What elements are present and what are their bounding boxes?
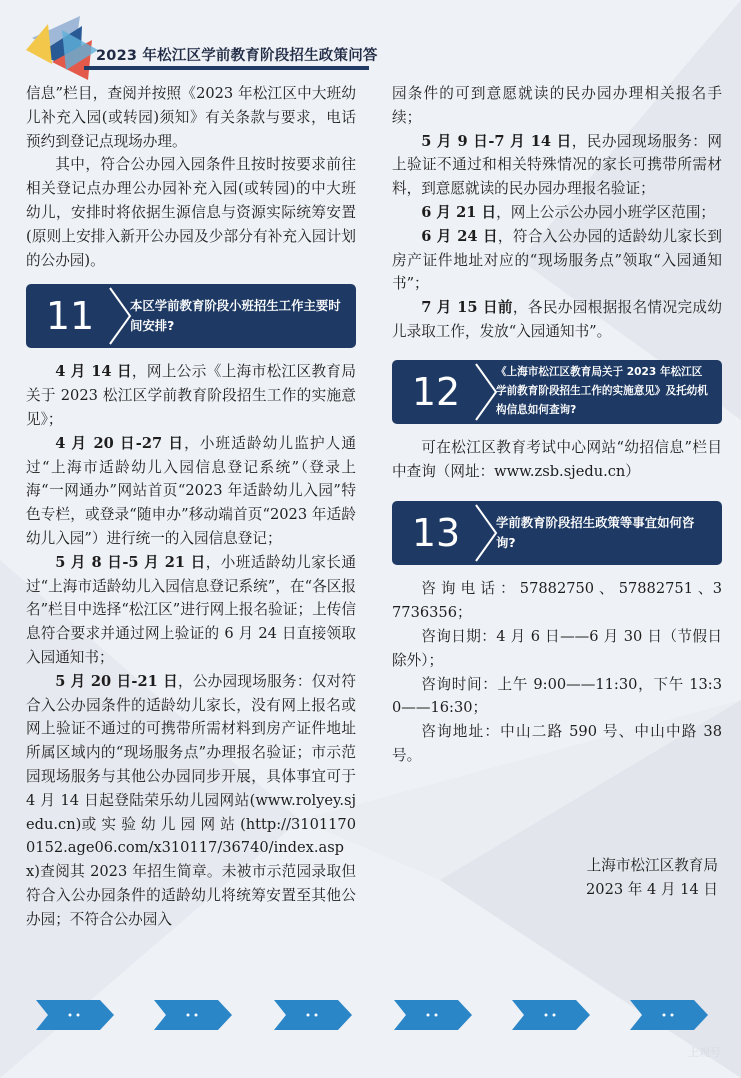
schedule-date: 6 月 21 日 — [421, 203, 497, 221]
schedule-item — [26, 551, 356, 670]
question-text: 本区学前教育阶段小班招生工作主要时间安排? — [130, 298, 341, 334]
question-text: 《上海市松江区教育局关于 2023 年松江区学前教育阶段招生工作的实施意见》及托幼机构信息如何查询? — [496, 366, 708, 417]
question-banner-11 — [26, 284, 356, 348]
schedule-item — [26, 670, 356, 932]
signature-date: 2023 年 4 月 14 日 — [586, 880, 718, 898]
schedule-date: 5 月 20 日-21 日 — [55, 672, 178, 690]
schedule-text: ，各民办园根据报名情况完成幼儿录取工作，发放“入园通知书”。 — [392, 299, 722, 340]
question-banner-13 — [392, 501, 722, 565]
arrow-right-icon — [630, 1000, 708, 1030]
contact-address: 咨询地址：中山二路 590 号、中山中路 38 号。 — [392, 723, 722, 764]
right-column — [392, 82, 722, 901]
schedule-date: 5 月 9 日-7 月 14 日 — [421, 132, 572, 150]
page-header — [0, 0, 741, 80]
schedule-date: 6 月 24 日 — [421, 227, 498, 245]
schedule-text: ，小班适龄幼儿家长通过“上海市适龄幼儿入园信息登记系统”，在“各区报名”栏目中选择“松江区”进行网上报名验证；上传信息符合要求并通过网上验证的 6 月 24 日直接领取入园通知书； — [26, 553, 356, 666]
schedule-text: ，小班适龄幼儿监护人通过“上海市适龄幼儿入园信息登记系统”（登录上海“一网通办”网站首页“2023 年适龄幼儿入园”特色专栏，或登录“随申办”移动端首页“2023 年适龄幼儿入园”）进行统一的入园信息登记； — [26, 434, 356, 547]
footer-arrows — [0, 1000, 741, 1036]
schedule-text: ，网上公示《上海市松江区教育局关于 2023 松江区学前教育阶段招生工作的实施意见》； — [26, 363, 356, 428]
watermark: 上观号 — [688, 1046, 721, 1059]
schedule-date: 5 月 8 日-5 月 21 日 — [55, 553, 206, 571]
schedule-item — [392, 296, 722, 344]
question-banner-12 — [392, 360, 722, 424]
schedule-text: ，网上公示公办园小班学区范围； — [496, 203, 716, 221]
schedule-item — [392, 201, 722, 225]
arrow-right-icon — [36, 1000, 114, 1030]
question-number: 13 — [411, 511, 461, 556]
left-column — [26, 82, 356, 932]
header-rule — [84, 66, 369, 70]
arrow-right-icon — [512, 1000, 590, 1030]
schedule-item — [26, 360, 356, 431]
signature-org: 上海市松江区教育局 — [586, 856, 718, 874]
contact-phone: 咨 询 电 话 ： 57882750 、 57882751 、37736356； — [392, 580, 722, 622]
schedule-item — [392, 225, 722, 296]
answer-text: 可在松江区教育考试中心网站“幼招信息”栏目中查询（网址：www.zsb.sjedu.cn） — [392, 438, 722, 480]
paragraph: 其中，符合公办园入园条件且按时按要求前往相关登记点办理公办园补充入园(或转园)的中大班幼儿，安排时将依据生源信息与资源实际统筹安置(原则上安排入新开公办园及少部分有补充入园计划的公办园)。 — [26, 156, 356, 269]
paragraph: 信息”栏目，查阅并按照《2023 年松江区中大班幼儿补充入园(或转园)须知》有关条款与要求，电话预约到登记点现场办理。 — [26, 85, 356, 150]
schedule-date: 4 月 14 日 — [55, 363, 132, 381]
page-title: 2023 年松江区学前教育阶段招生政策问答 — [96, 48, 378, 64]
question-number: 12 — [411, 369, 461, 414]
schedule-text: ，民办园现场服务：网上验证不通过和相关特殊情况的家长可携带所需材料，到意愿就读的民办园办理报名验证； — [392, 132, 722, 198]
arrow-right-icon — [394, 1000, 472, 1030]
arrow-right-icon — [154, 1000, 232, 1030]
schedule-item — [26, 432, 356, 551]
contact-dates: 咨询日期：4 月 6 日——6 月 30 日（节假日除外）； — [392, 627, 722, 669]
arrow-right-icon — [274, 1000, 352, 1030]
schedule-date: 7 月 15 日前 — [421, 299, 513, 317]
schedule-text: ，符合入公办园的适龄幼儿家长到房产证件地址对应的“现场服务点”领取“入园通知书”； — [392, 227, 722, 293]
schedule-text: ，公办园现场服务：仅对符合入公办园条件的适龄幼儿家长，没有网上报名或网上验证不通过的可携带所需材料到房产证件地址所属区域内的“现场服务点”办理报名验证；市示范园现场服务与其他公办园同步开展，具体事宜可于 4 月 14 日起登陆荣乐幼儿园网站(www.rolyey.sjedu.cn)或 实 验 幼 儿 园 网 站 (http://31011700152.age06.com/x310117/36740/index.aspx)查阅其 2023 年招生简章。未被市示范园录取但符合入公办园条件的适龄幼儿将统筹安置至其他公办园；不符合公办园入 — [26, 672, 356, 928]
schedule-item — [392, 130, 722, 201]
contact-hours: 咨询时间：上午 9:00——11:30，下午 13:30——16:30； — [392, 675, 722, 717]
question-text: 学前教育阶段招生政策等事宜如何咨询? — [496, 515, 695, 551]
question-number: 11 — [45, 294, 95, 339]
paragraph: 园条件的可到意愿就读的民办园办理相关报名手续； — [392, 85, 722, 126]
schedule-date: 4 月 20 日-27 日 — [55, 434, 185, 452]
